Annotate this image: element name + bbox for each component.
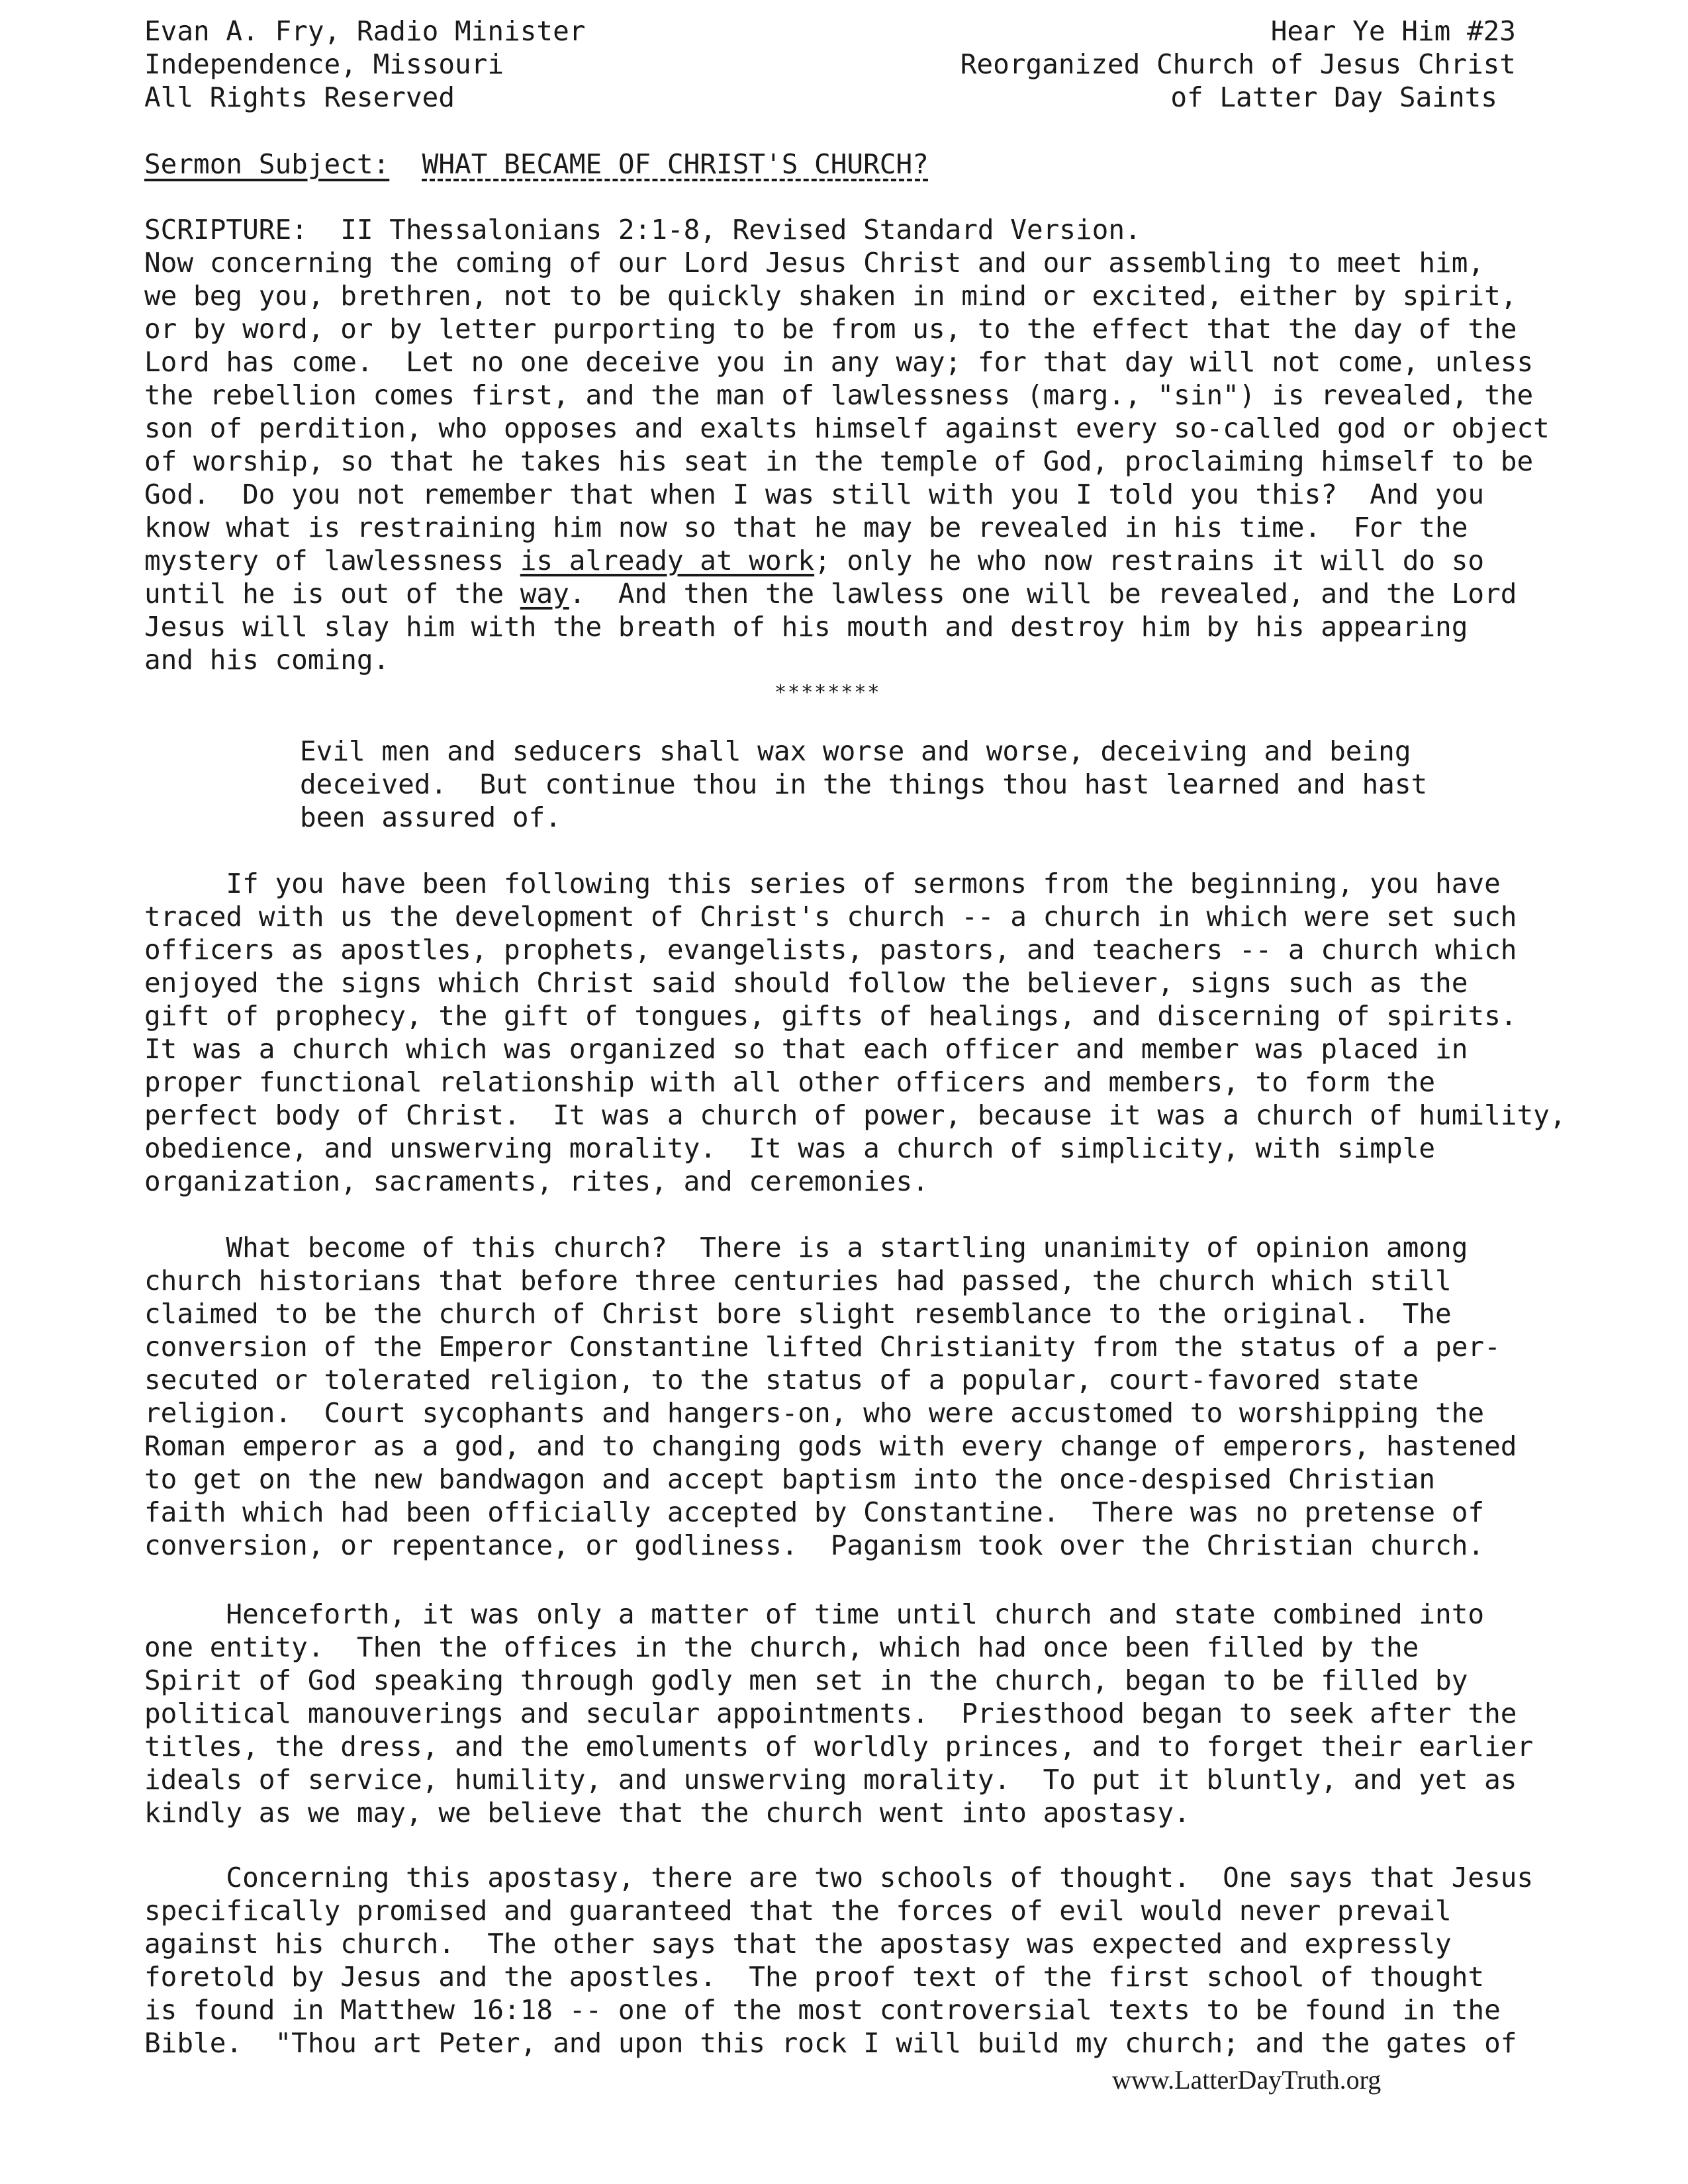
scripture-text: . And then the lawless one will be revealed, and the Lord [569, 578, 1517, 610]
author-line: Evan A. Fry, Radio Minister [144, 15, 586, 47]
paragraph-line: Spirit of God speaking through godly men set in the church, began to be filled by [144, 1664, 1468, 1696]
scripture-text: ; only he who now restrains it will do so [814, 545, 1485, 576]
paragraph-line: If you have been following this series of sermons from the beginning, you have [144, 868, 1501, 899]
series-block [961, 15, 1516, 114]
section-separator: ******** [774, 681, 881, 704]
paragraph-line: kindly as we may, we believe that the church went into apostasy. [144, 1797, 1190, 1829]
paragraph-line: claimed to be the church of Christ bore slight resemblance to the original. The [144, 1298, 1452, 1330]
scripture-text: until he is out of the [144, 578, 520, 610]
scripture-line: Lord has come. Let no one deceive you in any way; for that day will not come, unless [144, 346, 1534, 378]
paragraph-4 [144, 1861, 1587, 2060]
paragraph-line: It was a church which was organized so that each officer and member was placed in [144, 1033, 1468, 1065]
paragraph-line: titles, the dress, and the emoluments of worldly princes, and to forget their earlier [144, 1731, 1534, 1762]
paragraph-line: foretold by Jesus and the apostles. The proof text of the first school of thought [144, 1961, 1485, 1993]
quote-line: deceived. But continue thou in the things thou hast learned and hast [300, 768, 1428, 800]
paragraph-1 [144, 867, 1587, 1198]
paragraph-line: to get on the new bandwagon and accept baptism into the once-despised Christian [144, 1463, 1436, 1495]
paragraph-line: conversion of the Emperor Constantine lifted Christianity from the status of a per- [144, 1331, 1501, 1363]
paragraph-line: Bible. "Thou art Peter, and upon this rock I will build my church; and the gates of [144, 2027, 1517, 2059]
paragraph-line: is found in Matthew 16:18 -- one of the most controversial texts to be found in the [144, 1994, 1501, 2026]
paragraph-line: enjoyed the signs which Christ said should follow the believer, signs such as the [144, 967, 1468, 999]
paragraph-line: against his church. The other says that the apostasy was expected and expressly [144, 1928, 1452, 1960]
paragraph-line: secuted or tolerated religion, to the status of a popular, court-favored state [144, 1364, 1419, 1396]
paragraph-line: perfect body of Christ. It was a church of power, because it was a church of humility, [144, 1099, 1566, 1131]
paragraph-line: conversion, or repentance, or godliness. Paganism took over the Christian church. [144, 1529, 1485, 1561]
rights-line: All Rights Reserved [144, 81, 455, 113]
scripture-line [144, 544, 1548, 577]
scripture-line: God. Do you not remember that when I was still with you I told you this? And you [144, 478, 1485, 510]
church-name-line-1: Reorganized Church of Jesus Christ [960, 48, 1516, 80]
scripture-line: and his coming. [144, 644, 390, 676]
scripture-line: son of perdition, who opposes and exalts himself against every so-called god or object [144, 412, 1550, 444]
paragraph-2 [144, 1231, 1587, 1562]
paragraph-line: ideals of service, humility, and unswerving morality. To put it bluntly, and yet as [144, 1764, 1517, 1796]
sermon-title: WHAT BECAME OF CHRIST'S CHURCH? [422, 148, 929, 180]
paragraph-line: organization, sacraments, rites, and ceremonies. [144, 1165, 929, 1197]
scripture-text: mystery of lawlessness [144, 545, 520, 576]
scripture-block [144, 213, 1548, 676]
paragraph-line: What become of this church? There is a startling unanimity of opinion among [144, 1232, 1468, 1263]
underlined-phrase: is already at work [520, 545, 815, 576]
paragraph-line: church historians that before three centuries had passed, the church which still [144, 1265, 1452, 1297]
series-number: Hear Ye Him #23 [1270, 15, 1516, 47]
scripture-line [144, 577, 1548, 610]
sermon-subject [144, 148, 929, 181]
paragraph-line: gift of prophecy, the gift of tongues, gifts of healings, and discerning of spirits. [144, 1000, 1517, 1032]
scripture-line: SCRIPTURE: II Thessalonians 2:1-8, Revised Standard Version. [144, 214, 1141, 246]
underlined-word: way [520, 578, 569, 610]
paragraph-line: Concerning this apostasy, there are two schools of thought. One says that Jesus [144, 1862, 1534, 1893]
quote-line: Evil men and seducers shall wax worse and worse, deceiving and being [300, 735, 1411, 767]
scripture-line: or by word, or by letter purporting to be from us, to the effect that the day of the [144, 313, 1517, 345]
scripture-line: we beg you, brethren, not to be quickly shaken in mind or excited, either by spirit, [144, 280, 1517, 312]
church-name-line-2: of Latter Day Saints [1170, 81, 1497, 113]
paragraph-line: Henceforth, it was only a matter of time until church and state combined into [144, 1598, 1485, 1630]
paragraph-line: officers as apostles, prophets, evangelists, pastors, and teachers -- a church which [144, 934, 1517, 966]
paragraph-line: specifically promised and guaranteed that the forces of evil would never prevail [144, 1895, 1452, 1927]
location-line: Independence, Missouri [144, 48, 504, 80]
paragraph-line: faith which had been officially accepted by Constantine. There was no pretense of [144, 1496, 1485, 1528]
author-block [144, 15, 585, 114]
scripture-line: of worship, so that he takes his seat in the temple of God, proclaiming himself to be [144, 445, 1534, 477]
website-footer: www.LatterDayTruth.org [1112, 2065, 1382, 2095]
paragraph-line: one entity. Then the offices in the church, which had once been filled by the [144, 1631, 1419, 1663]
quote-block [300, 735, 1505, 834]
paragraph-line: traced with us the development of Christ's church -- a church in which were set such [144, 901, 1517, 933]
scripture-line: know what is restraining him now so that he may be revealed in his time. For the [144, 512, 1468, 543]
paragraph-line: obedience, and unswerving morality. It was a church of simplicity, with simple [144, 1132, 1436, 1164]
scripture-line: Jesus will slay him with the breath of his mouth and destroy him by his appearing [144, 611, 1468, 643]
scripture-line: Now concerning the coming of our Lord Jesus Christ and our assembling to meet him, [144, 247, 1485, 279]
subject-label: Sermon Subject: [144, 148, 390, 180]
paragraph-line: proper functional relationship with all other officers and members, to form the [144, 1066, 1436, 1098]
paragraph-line: Roman emperor as a god, and to changing gods with every change of emperors, hastened [144, 1430, 1517, 1462]
paragraph-line: political manouverings and secular appointments. Priesthood began to seek after the [144, 1698, 1517, 1729]
paragraph-3 [144, 1598, 1587, 1829]
paragraph-line: religion. Court sycophants and hangers-on, who were accustomed to worshipping the [144, 1397, 1485, 1429]
scripture-line: the rebellion comes first, and the man of lawlessness (marg., "sin") is revealed, the [144, 379, 1534, 411]
quote-line: been assured of. [300, 801, 561, 833]
